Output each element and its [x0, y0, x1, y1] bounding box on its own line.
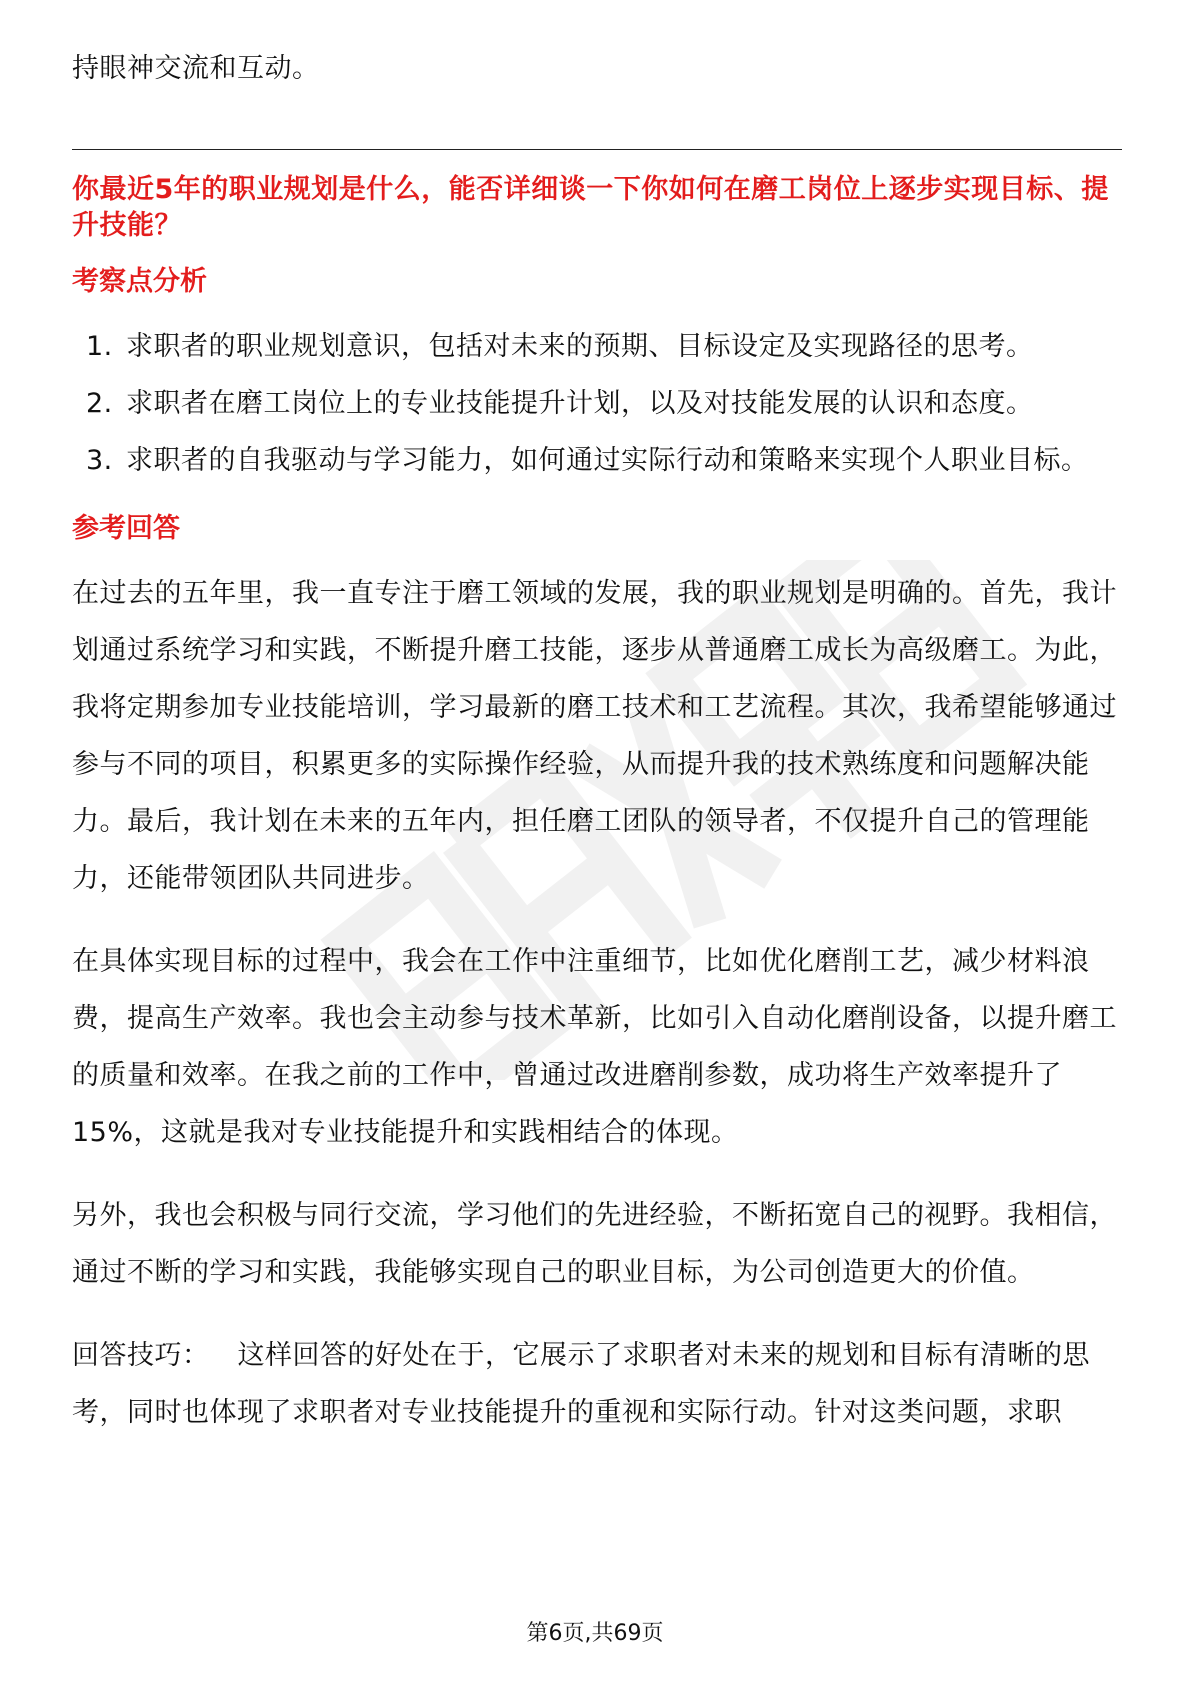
answer-paragraph: 在具体实现目标的过程中，我会在工作中注重细节，比如优化磨削工艺，减少材料浪费，提高生产效率。我也会主动参与技术革新，比如引入自动化磨削设备，以提升磨工的质量和效率。在我之前的工作中，曾通过改进磨削参数，成功将生产效率提升了15%，这就是我对专业技能提升和实践相结合的体现。: [72, 946, 1117, 1148]
list-item-text: 求职者的职业规划意识，包括对未来的预期、目标设定及实现路径的思考。: [126, 331, 1034, 362]
list-item-text: 求职者的自我驱动与学习能力，如何通过实际行动和策略来实现个人职业目标。: [126, 445, 1089, 476]
list-item-number: 3.: [86, 445, 113, 476]
list-item-number: 2.: [86, 388, 113, 419]
answer-heading: 参考回答: [72, 513, 180, 544]
page-content: [72, 40, 1122, 1467]
tips-label: 回答技巧：: [72, 1340, 210, 1371]
list-item: [72, 318, 1122, 375]
list-item-number: 1.: [86, 331, 113, 362]
question-title: 你最近5年的职业规划是什么，能否详细谈一下你如何在磨工岗位上逐步实现目标、提升技能？: [72, 174, 1109, 241]
tips-paragraph: [72, 1327, 1122, 1441]
list-item-text: 求职者在磨工岗位上的专业技能提升计划，以及对技能发展的认识和态度。: [126, 388, 1034, 419]
answer-paragraph: 另外，我也会积极与同行交流，学习他们的先进经验，不断拓宽自己的视野。我相信，通过不断的学习和实践，我能够实现自己的职业目标，为公司创造更大的价值。: [72, 1200, 1117, 1288]
section-divider: [72, 149, 1122, 150]
list-item: [72, 375, 1122, 432]
analysis-heading: 考察点分析: [72, 266, 207, 297]
continued-text: 持眼神交流和互动。: [72, 53, 320, 84]
analysis-list: [72, 318, 1122, 489]
page-number: 第6页,共69页: [526, 1621, 664, 1646]
tips-text: 这样回答的好处在于，它展示了求职者对未来的规划和目标有清晰的思考，同时也体现了求职者对专业技能提升的重视和实际行动。针对这类问题，求职: [72, 1340, 1090, 1428]
list-item: [72, 432, 1122, 489]
answer-paragraph: 在过去的五年里，我一直专注于磨工领域的发展，我的职业规划是明确的。首先，我计划通过系统学习和实践，不断提升磨工技能，逐步从普通磨工成长为高级磨工。为此，我将定期参加专业技能培训，学习最新的磨工技术和工艺流程。其次，我希望能够通过参与不同的项目，积累更多的实际操作经验，从而提升我的技术熟练度和问题解决能力。最后，我计划在未来的五年内，担任磨工团队的领导者，不仅提升自己的管理能力，还能带领团队共同进步。: [72, 578, 1117, 894]
